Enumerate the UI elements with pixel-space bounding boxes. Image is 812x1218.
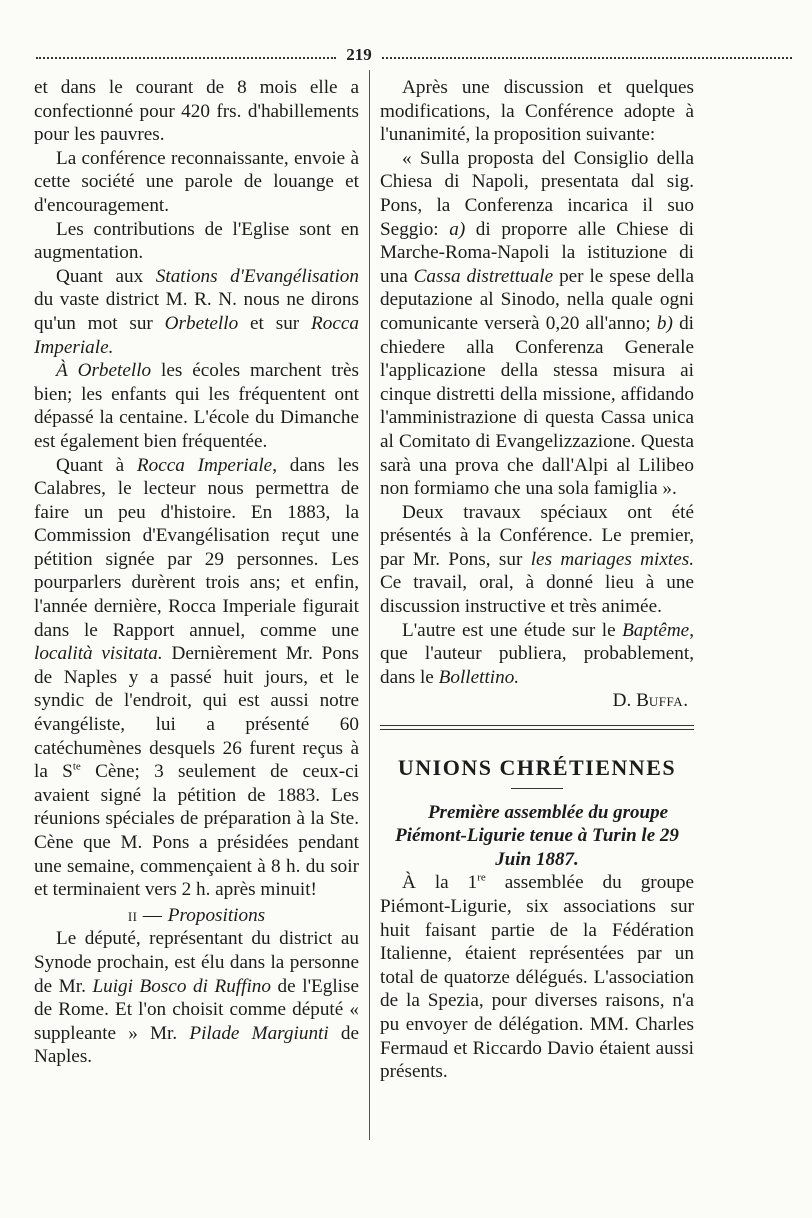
italic-run: Rocca Imperiale. [34,312,359,358]
paragraph: Les contributions de l'Eglise sont en augmentation. [34,218,359,264]
italic-run: Rocca Imperiale [136,454,273,476]
subheading-title: Propositions [167,904,266,926]
italic-run: Orbetello [164,312,239,334]
paragraph [380,871,694,1083]
signature-surname: uffa [648,690,684,712]
paragraph [34,265,359,359]
superscript: te [72,760,81,773]
text-run: L'autre est une étude sur le [402,619,623,641]
header-rule-left [36,57,336,59]
subheading [34,904,359,928]
subheading-number: ii — [127,904,168,926]
italic-run: Luigi Bosco di Ruffino [92,975,271,997]
signature [380,689,688,713]
text-run: Quant à [56,454,137,476]
text-run: , dans les Calabres, le lecteur nous permettra de faire un peu d'histoire. En 1883, la Commission d'Evangélisation reçut une pétition signée par 29 personnes. Les pourparlers durèrent trois ans; et enfin, l'année dernière, Rocca Imperiale figurait dans le Rapport annuel, comme une [34,454,359,641]
text-run: Deux travaux spéciaux ont été présentés à la Conférence. Le premier, par Mr. Pons, sur [380,501,694,570]
text-run: de Naples. [34,1022,359,1068]
italic-run: les mariages mixtes. [530,548,694,570]
text-run: , que l'auteur publiera, probablement, dans le [380,619,694,688]
section-rule [380,725,694,730]
text-run: Le député, représentant du district au Synode prochain, est élu dans la personne de Mr. [34,928,359,997]
section-title: UNIONS CHRÉTIENNES [397,755,677,781]
italic-run: Pilade Margiunti [189,1022,329,1044]
column-divider [369,70,370,1140]
italic-run: Baptême [622,619,690,641]
italic-run: Stations d'Evangélisation [155,265,359,287]
paragraph [34,454,359,902]
paragraph [380,147,694,501]
italic-run: À Orbetello [56,360,152,382]
paragraph: et dans le courant de 8 mois elle a confectionné pour 420 frs. d'habillements pour les pauvres. [34,77,359,146]
header-rule-right [382,57,792,59]
italic-run: Bollettino. [438,666,520,688]
text-run: de l'Eglise de Rome. Et l'on choisit comme député « suppleante » Mr. [34,975,359,1044]
paragraph [380,501,694,619]
right-column [380,76,694,1084]
text-run: « Sulla proposta del Consiglio della Chiesa di Napoli, presentata dal sig. Pons, la Conferenza incarica il suo Seggio: [380,147,694,240]
paragraph [34,359,359,453]
assembly-title: Première assemblée du groupe Piémont-Ligurie tenue à Turin le 29 Juin 1887. [395,801,679,870]
text-run: Ce travail, oral, à donné lieu à une discussion instructive et très animée. [380,572,694,618]
text-run: Dernièrement Mr. Pons de Naples y a passé huit jours, et le syndic de l'endroit, qui est aussi notre évangéliste, lui a présenté 60 catéchumènes desquels 26 furent reçus à la S [34,643,359,783]
text-run: Cène; 3 seulement de ceux-ci avaient signé la pétition de 1883. Les réunions spéciales de préparation à la Ste. Cène que M. Pons a présidées pendant une semaine, commençaient à 8 h. du soir et terminaient vers 2 h. après minuit! [34,761,359,901]
text-run: À la 1 [402,872,478,894]
text-run: di chiedere alla Conferenza Generale l'applicazione della stessa misura ai cinque distretti della missione, affidando l'amministrazione di questa Cassa unica al Comitato di Evangelizzazione. Questa sarà una prova che dall'Alpi al Lilibeo non formiamo che una sola famiglia ». [380,312,694,500]
italic-run: Cassa distrettuale [413,265,554,287]
title-ornament-rule [511,788,563,789]
text-run: per le spese della deputazione al Sinodo, nella quale ogni comunicante verserà 0,20 all'anno; [380,265,694,334]
text-run: du vaste district M. R. N. nous ne dirons qu'un mot sur [34,289,359,334]
superscript: re [477,872,486,885]
page-number: 219 [346,45,372,64]
text-run: les écoles marchent très bien; les enfants qui les fréquentent ont dépassé la centaine. L'école du Dimanche est également bien fréquentée. [34,360,359,452]
paragraph [34,927,359,1069]
paragraph [380,619,694,690]
paragraph: Après une discussion et quelques modifications, la Conférence adopte à l'unanimité, la proposition suivante: [380,77,694,146]
italic-run: località visitata. [34,643,163,665]
left-column [34,76,359,1069]
italic-run: a) [449,218,466,240]
paragraph: La conférence reconnaissante, envoie à cette société une parole de louange et d'encouragement. [34,147,359,216]
text-run: assemblée du groupe Piémont-Ligurie, six associations sur huit faisant partie de la Fédération Italienne, étaient représentées par un total de quatorze délégués. L'association de la Spezia, pour diverses raisons, n'a pu envoyer de délégation. MM. Charles Fermaud et Riccardo Davio étaient aussi présents. [380,872,694,1083]
text-run: Quant aux [56,265,156,287]
text-run: et sur [238,312,312,334]
signature-period: . [683,690,688,712]
signature-initial: D. B [612,690,649,712]
text-run: di proporre alle Chiese di Marche-Roma-Napoli la istituzione di una [380,218,695,287]
italic-run: b) [656,312,673,334]
